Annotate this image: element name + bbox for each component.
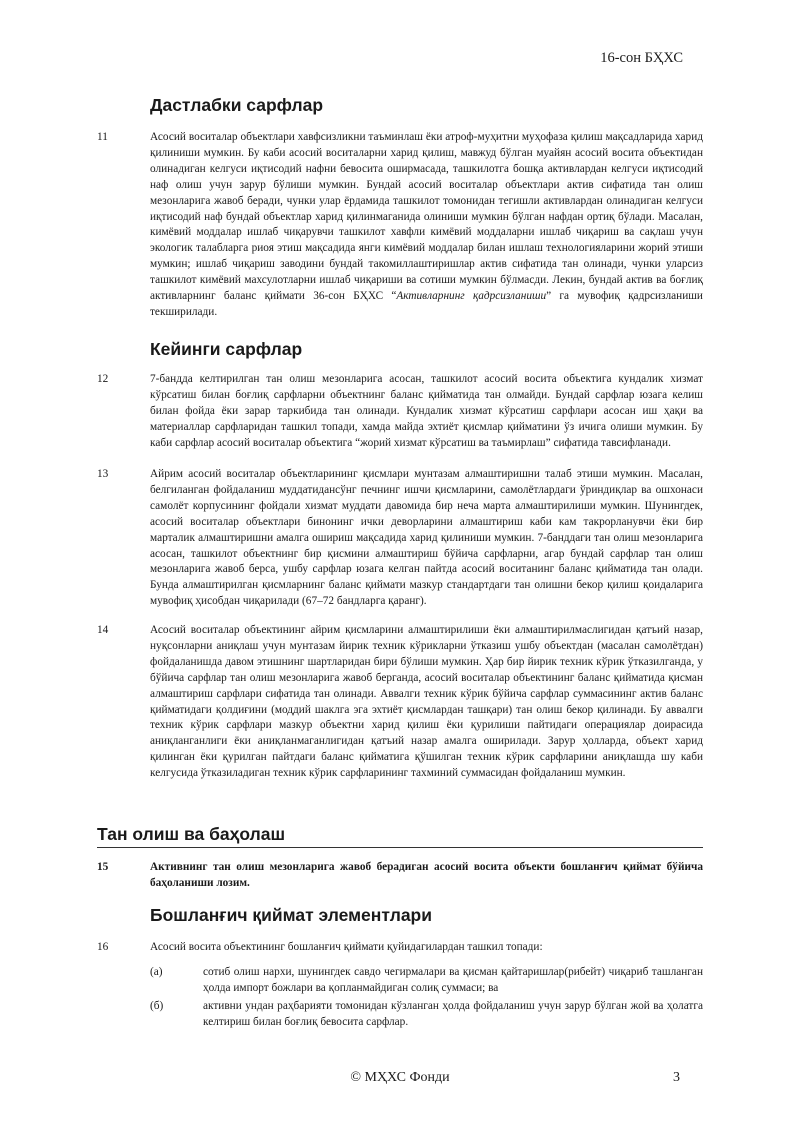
paragraph-14	[97, 623, 703, 782]
list-item-label: (б)	[150, 1000, 164, 1012]
list-item-label: (а)	[150, 966, 163, 978]
paragraph-text: Активнинг тан олиш мезонларига жавоб берадиган асосий восита объекти бошланғич қиймат бўйича баҳоланиши лозим.	[150, 861, 703, 889]
paragraph-text-part: ” га мувофиқ қадрсизланиши текширилади.	[150, 290, 703, 318]
section-heading-initial-cost-elements: Бошланғич қиймат элементлари	[150, 905, 432, 925]
paragraph-number: 13	[97, 468, 109, 480]
paragraph-16	[97, 940, 703, 956]
section-heading-subsequent-costs: Кейинги сарфлар	[150, 339, 303, 359]
paragraph-number: 16	[97, 941, 109, 953]
page-number: 3	[673, 1070, 680, 1085]
list-item	[150, 998, 703, 1030]
section-heading-initial-costs: Дастлабки сарфлар	[150, 95, 324, 115]
section-heading-recognition: Тан олиш ва баҳолаш	[97, 824, 703, 848]
standard-title-italic: Активларнинг қадрсизланиши	[396, 290, 547, 303]
list-item-text: сотиб олиш нархи, шунингдек савдо чегирмалари ва қисман қайтаришлар(рибейт) чиқариб ташланган ҳолда импорт божлари ва қопланмайдиган солиқ суммаси; ва	[203, 966, 703, 994]
paragraph-text-part: Асосий воситалар объектлари хавфсизликни таъминлаш ёки атроф-муҳитни муҳофаза қилиш мақсадларида харид қилиниши мумкин. Бу каби асосий воситаларни харид қилиш, мавжуд бўлган муайян асосий восита объектидан олинадиган келгуси иқтисодий нафни бевосита оширмасада, ташкилотга бошқа активлардан келгуси иқтисодий наф олиш учун зарур бўлиши мумкин. Бундай асосий воситалар объектлари актив сифатида тан олиш мезонларига жавоб беради, чунки улар ёрдамида ташкилот томонидан тегишли активлардан олинадиган келгуси иқтисодий наф бундай объектлар харид қилинмаганида олиниши мумкин бўлган нафдан ортиқ бўлади. Масалан, кимёвий моддалар ишлаб чиқарувчи ташкилот хавфли кимёвий моддаларни ишлаб чиқариш ва сақлаш учун экологик талабларга риоя этиш мақсадида янги кимёвий моддалар билан ишлаш технологияларини жорий этиши мумкин; ишлаб чиқариш заводини бундай такомиллаштиришлар актив сифатида тан олинади, чунки уларсиз ташкилот кимёвий махсулотларни ишлаб чиқариши ва сотиши мумкин бўлмасди. Лекин, бундай актив ва боғлиқ активларнинг баланс қиймати 36-сон БҲХС “	[150, 131, 703, 303]
paragraph-12	[97, 372, 703, 452]
paragraph-number: 15	[97, 861, 109, 873]
paragraph-number: 11	[97, 131, 108, 143]
paragraph-number: 12	[97, 373, 109, 385]
paragraph-text: Асосий воситалар объектининг айрим қисмларини алмаштирилиши ёки алмаштирилмаслигидан қатъий назар, нуқсонларни аниқлаш учун мунтазам йирик техник кўрикларни ўтказиш ушбу объектдан (масалан самолётдан) фойдаланишда давом этишнинг шартларидан бири бўлиши мумкин. Ҳар бир йирик техник кўрик ўтказилганда, у бўйича сарфлар тан олиш мезонларига жавоб берганда, асосий воситалар объектининг баланс қийматида қисман алмаштириш сарфлари сифатида тан олинади. Аввалги техник кўрик бўйича сарфлар суммасининг актив баланс қийматидаги қолдиғини (моддий шаклга эга эхтиёт қисмлардан ташқари) тан олиш бекор қилинади. Бу аввалги техник кўрик сарфлари мазкур объектни харид қилиш ёки қурилиши пайтидаги операциялар доирасида аниқланганлиги ёки аниқланмаганлигидан қатъий назар амалга оширилади. Зарур ҳолларда, объект харид қилинган ёки қурилган пайтдаги баланс қийматига қўшилган техник кўрик сарфларини аниқлашда шу каби келгусида ўтказиладиган техник кўрик сарфларининг тахминий суммасидан фойдаланиш мумкин.	[150, 624, 703, 780]
list-item	[150, 964, 703, 996]
paragraph-text: Асосий восита объектининг бошланғич қиймати қуйидагилардан ташкил топади:	[150, 941, 543, 953]
paragraph-15	[97, 860, 703, 892]
paragraph-number: 14	[97, 624, 109, 636]
standard-header: 16-сон БҲХС	[600, 50, 683, 66]
paragraph-text	[150, 130, 703, 321]
paragraph-11	[97, 130, 703, 321]
list-item-text: активни ундан раҳбарияти томонидан кўзланган ҳолда фойдаланиш учун зарур бўлган жой ва ҳолатга келтириш билан боғлиқ бевосита сарфлар.	[203, 1000, 703, 1028]
paragraph-text: 7-бандда келтирилган тан олиш мезонларига асосан, ташкилот асосий восита объектига кундалик хизмат кўрсатиш билан боғлиқ сарфларни объектнинг баланс қийматида тан олмайди. Бундай сарфлар юзага келиш билан фойда ёки зарар таркибида тан олинади. Кундалик хизмат кўрсатиш сарфлари асосан иш ҳақи ва материаллар сарфларидан ташкил топади, хамда майда эхтиёт қисмлар қийматини ўз ичига олиши мумкин. Бу каби сарфлар асосий воситалар объектига “жорий хизмат кўрсатиш ва таъмирлаш” сифатида тавсифланади.	[150, 373, 703, 449]
paragraph-text: Айрим асосий воситалар объектларининг қисмлари мунтазам алмаштиришни талаб этиши мумкин. Масалан, белгиланган фойдаланиш муддатидансўнг печнинг ишчи қисмларини, самолётлардаги ўриндиқлар ва ошхонаси самолёт корпусининг фойдали хизмат муддати давомида бир неча марта алмаштирилиши мумкин. Шунингдек, асосий воситалар объектлари бинонинг ички деворларини алмаштириш каби кам такрорланувчи ёки бир марталик алмаштиришни амалга ошириш мақсадида харид қилиниши мумкин. 7-банддаги тан олиш мезонларига асосан, ташкилот объектнинг бир қисмини алмаштириш бўйича сарфларни, агар бундай сарфлар тан олиш мезонларига жавоб берса, ушбу сарфлар юзага келган пайтда асосий воситанинг баланс қийматида тан олади. Бунда алмаштирилган қисмларнинг баланс қиймати мазкур стандартдаги тан олишни бекор қилиш қоидаларига мувофиқ ҳисобдан чиқарилади (67–72 бандларга қаранг).	[150, 468, 703, 608]
copyright-notice: © МҲХС Фонди	[350, 1070, 450, 1085]
paragraph-13	[97, 467, 703, 610]
